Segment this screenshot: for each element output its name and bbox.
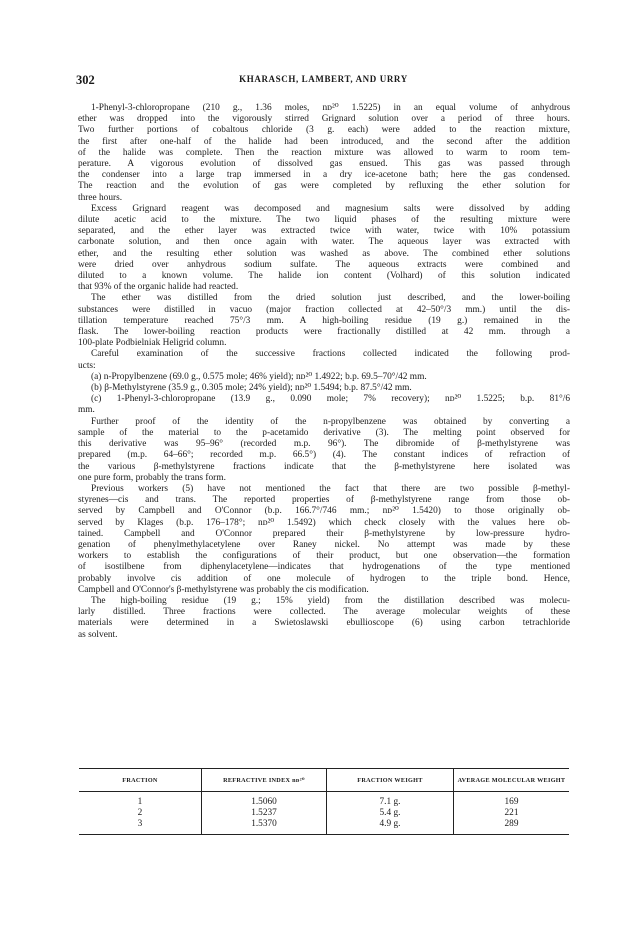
text-line: served by Klages (b.p. 176–178°; nᴅ²⁰ 1.5492) which check closely with the values here ob-	[78, 517, 570, 528]
text-line: The ether was distilled from the dried solution just described, and the lower-boiling	[91, 293, 570, 304]
text-line: the condenser into a large trap immersed in a dry ice-acetone bath; here the gas condensed.	[78, 170, 570, 181]
fraction-cell: 1	[137, 797, 143, 807]
text-line: larly distilled. Three fractions were collected. The average molecular weights of these	[78, 607, 570, 618]
table-row	[79, 819, 569, 835]
refractive-index-cell: 1.5060	[202, 792, 327, 809]
text-line: were dried over anhydrous sodium sulfate. The aqueous extracts were combined and	[78, 259, 570, 270]
text-line: dilute acetic acid to the mixture. The two liquid phases of the resulting mixture were	[78, 215, 570, 226]
text-line: separated, and the ether layer was extracted twice with water, twice with 10% potassium	[78, 226, 570, 237]
molecular-weight-cell: 169	[454, 792, 570, 809]
refractive-index-cell: 1.5237	[202, 808, 327, 819]
page-number: 302	[76, 73, 95, 87]
text-line: The high-boiling residue (19 g.; 15% yield) from the distillation described was molecu-	[91, 595, 570, 606]
header-average-molecular-weight: AVERAGE MOLECULAR WEIGHT	[454, 769, 570, 792]
refractive-index-cell: 1.5370	[202, 819, 327, 835]
text-line: ether, and the resulting ether solution was washed as above. The combined ether solutions	[78, 248, 570, 259]
text-line: perature. A vigorous evolution of dissolved gas ensued. This gas was passed through	[78, 159, 570, 170]
text-line: styrenes—cis and trans. The reported properties of β-methylstyrene range from those ob-	[78, 495, 570, 506]
text-line: sample of the material to the p-acetamido derivative (3). The melting point observed for	[78, 427, 570, 438]
text-line: probably involve cis addition of one molecule of hydrogen to the triple bond. Hence,	[78, 573, 570, 584]
text-line: The reaction and the evolution of gas were completed by refluxing the ether solution for	[78, 181, 570, 192]
text-line: ether was dropped into the vigorously stirred Grignard solution over a period of three hours.	[78, 114, 570, 125]
table-row	[79, 792, 569, 809]
fraction-cell: 2	[137, 808, 143, 818]
fraction-cell: 3	[137, 819, 143, 829]
fraction-weight-cell: 7.1 g.	[327, 792, 454, 809]
text-line: genation of phenylmethylacetylene over Raney nickel. No attempt was made by these	[78, 539, 570, 550]
text-line: served by Campbell and O'Connor (b.p. 166.7°/746 mm.; nᴅ²⁰ 1.5420) to those originally ob-	[78, 506, 570, 517]
text-line: of the halide was complete. Then the reaction mixture was allowed to warm to room tem-	[78, 147, 570, 158]
text-line: Careful examination of the successive fractions collected indicated the following prod-	[91, 349, 570, 360]
text-line: (b) β-Methylstyrene (35.9 g., 0.305 mole; 24% yield); nᴅ²⁰ 1.5494; b.p. 87.5°/42 mm.	[91, 383, 412, 394]
text-line: the first after one-half of the halide had been introduced, and the second after the addition	[78, 136, 570, 147]
results-table	[79, 768, 569, 835]
text-line: of isostilbene from diphenylacetylene—indicates that hydrogenations of the type mentioned	[78, 562, 570, 573]
text-line: carbonate solution, and then once again with water. The aqueous layer was extracted with	[78, 237, 570, 248]
text-line: this derivative was 95–96° (recorded m.p. 96°). The dibromide of β-methylstyrene was	[78, 439, 570, 450]
fraction-weight-cell: 4.9 g.	[327, 819, 454, 835]
body-text	[78, 103, 570, 641]
text-line: Previous workers (5) have not mentioned the fact that there are two possible β-methyl-	[91, 483, 570, 494]
text-line: materials were determined in a Swietoslawski ebullioscope (6) using carbon tetrachloride	[78, 618, 570, 629]
text-line: (a) n-Propylbenzene (69.0 g., 0.575 mole; 46% yield); nᴅ²⁰ 1.4922; b.p. 69.5–70°/42 mm.	[91, 371, 427, 382]
text-line: tillation temperature reached 75°/3 mm. A high-boiling residue (19 g.) remained in the	[78, 315, 570, 326]
text-line: Two further portions of cobaltous chloride (3 g. each) were added to the reaction mixture,	[78, 125, 570, 136]
running-head: KHARASCH, LAMBERT, AND URRY	[239, 74, 408, 84]
text-line: prepared (m.p. 64–66°; recorded m.p. 66.5°) (4). The constant indices of refraction of	[78, 450, 570, 461]
text-line: tained. Campbell and O'Connor prepared their β-methylstyrene by low-pressure hydro-	[78, 528, 570, 539]
text-line: (c) 1-Phenyl-3-chloropropane (13.9 g., 0.090 mole; 7% recovery); nᴅ²⁰ 1.5225; b.p. 81°/6	[91, 394, 570, 405]
text-line: workers to establish the configurations of their product, but one observation—the formation	[78, 551, 570, 562]
text-line: substances were distilled in vacuo (major fraction collected at 42–50°/3 mm.) until the dis-	[78, 304, 570, 315]
text-line: Excess Grignard reagent was decomposed and magnesium salts were dissolved by adding	[91, 203, 570, 214]
molecular-weight-cell: 289	[454, 819, 570, 835]
text-line: 100-plate Podbielniak Heligrid column.	[78, 338, 227, 349]
header-refractive-index: REFRACTIVE INDEX nᴅ²⁰	[202, 769, 327, 792]
text-line: 1-Phenyl-3-chloropropane (210 g., 1.36 moles, nᴅ²⁰ 1.5225) in an equal volume of anhydrous	[91, 103, 570, 113]
text-line: three hours.	[78, 192, 123, 203]
header-fraction: FRACTION	[79, 769, 202, 792]
text-line: Campbell and O'Connor's β-methylstyrene was probably the cis modification.	[78, 584, 369, 595]
fraction-weight-cell: 5.4 g.	[327, 808, 454, 819]
text-line: mm.	[78, 405, 95, 416]
text-line: one pure form, probably the trans form.	[78, 472, 226, 483]
text-line: ucts:	[78, 360, 96, 371]
page-header	[76, 73, 571, 89]
molecular-weight-cell: 221	[454, 808, 570, 819]
table-row	[79, 808, 569, 819]
table-header-row	[79, 769, 569, 792]
text-line: flask. The lower-boiling reaction products were fractionally distilled at 42 mm. through a	[78, 327, 570, 338]
header-fraction-weight: FRACTION WEIGHT	[327, 769, 454, 792]
text-line: that 93% of the organic halide had reacted.	[78, 282, 239, 293]
text-line: diluted to a known volume. The halide ion content (Volhard) of this solution indicated	[78, 271, 570, 282]
text-line: Further proof of the identity of the n-propylbenzene was obtained by converting a	[91, 416, 570, 427]
text-line: as solvent.	[78, 629, 118, 640]
text-line: the various β-methylstyrene fractions indicate that the β-methylstyrene here isolated was	[78, 461, 570, 472]
